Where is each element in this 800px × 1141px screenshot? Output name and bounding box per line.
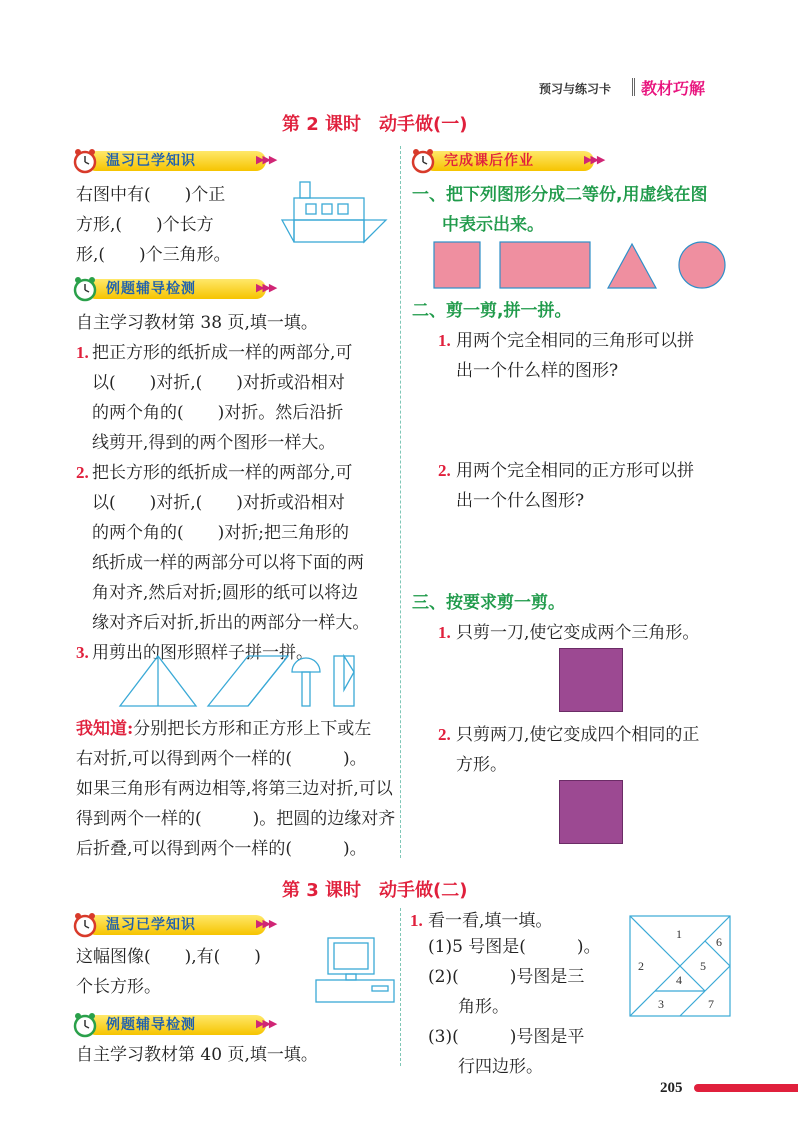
s2-q1-number: 1. <box>438 331 451 350</box>
tangram-label-4: 4 <box>676 973 682 987</box>
homework-banner: 完成课后作业 ▶▶▶ <box>410 148 620 174</box>
review-text: 右图中有( )个正 方形,( )个长方 形,( )个三角形。 <box>76 185 231 265</box>
alarm-clock-icon <box>72 276 98 302</box>
q2-text: 把长方形的纸折成一样的两部分,可 以( )对折,( )对折或沿相对 的两个角的( )对折;把三角形的 纸折成一样的两部分可以将下面的两 角对齐,然后对折;圆形的纸可以将边 缘对齐后对折,折出的两部分一样大。 <box>92 463 370 633</box>
hw-section3-title: 三、按要求剪一剪。 <box>412 593 565 613</box>
square-shape <box>434 242 480 288</box>
circle-shape <box>679 242 725 288</box>
rectangle-shape <box>500 242 590 288</box>
review-banner: 温习已学知识 ▶▶▶ <box>72 148 282 174</box>
alarm-clock-icon <box>410 148 436 174</box>
example-intro: 自主学习教材第 38 页,填一填。 <box>76 313 318 333</box>
tangram-label-2: 2 <box>638 959 644 973</box>
column-divider-2 <box>400 908 401 1066</box>
s2-q1-text: 用两个完全相同的三角形可以拼 出一个什么样的图形? <box>456 331 694 381</box>
s3-q2-number: 2. <box>438 725 451 744</box>
purple-square-2[interactable] <box>559 780 623 844</box>
q2-number: 2. <box>76 463 89 482</box>
chevrons-icon: ▶▶▶ <box>256 1017 276 1030</box>
shapes-to-halve <box>430 238 730 290</box>
cut-shapes-figure <box>118 652 368 708</box>
column-divider <box>400 146 401 858</box>
l3-q1-lines: (1)5 号图是( )。 (2)( )号图是三 角形。 (3)( )号图是平 行四边形。 <box>428 937 601 1077</box>
q3-number: 3. <box>76 643 89 662</box>
lesson2-title: 第 2 课时 动手做(一) <box>282 114 468 135</box>
ship-figure <box>280 180 390 246</box>
tangram-label-6: 6 <box>716 935 722 949</box>
page-number-bar <box>694 1084 798 1092</box>
tangram-figure <box>628 914 732 1018</box>
purple-square-1[interactable] <box>559 648 623 712</box>
chevrons-icon: ▶▶▶ <box>256 153 276 166</box>
tangram-label-7: 7 <box>708 997 714 1011</box>
tangram-label-5: 5 <box>700 959 706 973</box>
s3-q1-text: 只剪一刀,使它变成两个三角形。 <box>456 623 700 643</box>
q1-text: 把正方形的纸折成一样的两部分,可 以( )对折,( )对折或沿相对 的两个角的( )对折。然后沿折 线剪开,得到的两个图形一样大。 <box>92 343 353 453</box>
chevrons-icon: ▶▶▶ <box>256 281 276 294</box>
alarm-clock-icon <box>72 912 98 938</box>
chevrons-icon: ▶▶▶ <box>584 153 604 166</box>
review-text-2: 这幅图像( ),有( ) 个长方形。 <box>76 947 261 997</box>
example-banner-2: 例题辅导检测 ▶▶▶ <box>72 1012 282 1038</box>
example-intro-2: 自主学习教材第 40 页,填一填。 <box>76 1045 318 1065</box>
header-divider <box>632 78 635 96</box>
know-box: 我知道:分别把长方形和正方形上下或左 右对折,可以得到两个一样的( )。 如果三角形有两边相等,将第三边对折,可以 得到两个一样的( )。把圆的边缘对齐 后折叠,可以得到两个一样的( )。 <box>76 719 396 859</box>
triangle-shape <box>608 244 656 288</box>
know-label: 我知道: <box>76 719 134 739</box>
brand-title: 教材巧解 <box>641 79 706 98</box>
s2-q2-number: 2. <box>438 461 451 480</box>
alarm-clock-icon <box>72 1012 98 1038</box>
alarm-clock-icon <box>72 148 98 174</box>
lesson3-title: 第 3 课时 动手做(二) <box>282 880 468 901</box>
q1-number: 1. <box>76 343 89 362</box>
chevrons-icon: ▶▶▶ <box>256 917 276 930</box>
l3-q1-number: 1. <box>410 911 423 930</box>
s3-q2-text: 只剪两刀,使它变成四个相同的正 方形。 <box>456 725 700 775</box>
s3-q1-number: 1. <box>438 623 451 642</box>
computer-figure <box>312 934 398 1006</box>
hw-section1-title: 一、把下列图形分成二等份,用虚线在图 中表示出来。 <box>412 185 708 235</box>
series-title: 预习与练习卡 <box>539 82 612 96</box>
tangram-label-3: 3 <box>658 997 664 1011</box>
l3-q1-title: 看一看,填一填。 <box>428 911 553 931</box>
review-banner-2: 温习已学知识 ▶▶▶ <box>72 912 282 938</box>
tangram-label-1: 1 <box>676 927 682 941</box>
hw-section2-title: 二、剪一剪,拼一拼。 <box>412 301 572 321</box>
s2-q2-text: 用两个完全相同的正方形可以拼 出一个什么图形? <box>456 461 694 511</box>
q3-text: 用剪出的图形照样子拼一拼。 <box>92 643 313 663</box>
example-banner: 例题辅导检测 ▶▶▶ <box>72 276 282 302</box>
page-number: 205 <box>660 1080 683 1096</box>
